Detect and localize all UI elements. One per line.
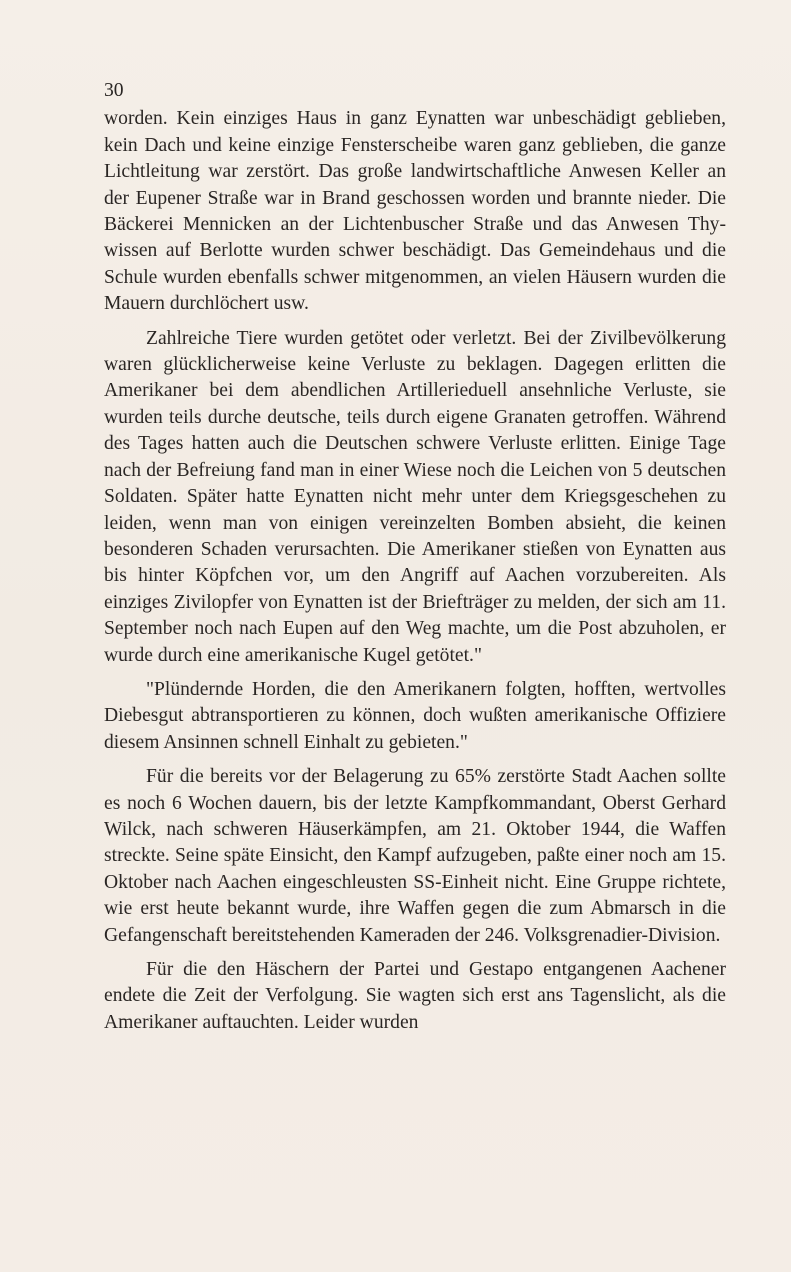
paragraph-5: Für die den Häschern der Partei und Gestapo entgangenen Aachener endete die Zeit der Verfolgung. Sie wagten sich erst ans Tagenslicht, als die Amerikaner auftauchten. Leider wurden: [104, 959, 726, 1033]
paragraph-1: worden. Kein einziges Haus in ganz Eynatten war unbeschädigt geblieben, kein Dach und keine einzige Fensterscheibe waren ganz geblieben, die ganze Lichtleitung war zerstört. Das große landwirtschaftliche Anwesen Keller an der Eupener Straße war in Brand geschossen worden und brannte nieder. Die Bäckerei Mennicken an der Lichtenbuscher Straße und das Anwesen Thywissen auf Berlotte wurden schwer beschädigt. Das Gemeindehaus und die Schule wurden ebenfalls schwer mitgenommen, an vielen Häusern wurden die Mauern durchlöchert usw.: [104, 108, 726, 315]
text-body: [104, 106, 726, 1036]
page-number: 30: [104, 80, 124, 101]
paragraph-3: "Plündernde Horden, die den Amerikanern folgten, hofften, wertvolles Diebesgut abtransportieren zu können, doch wußten amerikanische Offiziere diesem Ansinnen schnell Einhalt zu gebieten.": [104, 678, 726, 753]
paragraph-2: Zahlreiche Tiere wurden getötet oder verletzt. Bei der Zivilbevölkerung waren glücklicherweise keine Verluste zu beklagen. Dagegen erlitten die Amerikaner bei dem abendlichen Artillerieduell ansehnliche Verluste, sie wurden teils durche deutsche, teils durch eigene Granaten getroffen. Während des Tages hatten auch die Deutschen schwere Verluste erlitten. Einige Tage nach der Befreiung fand man in einer Wiese noch die Leichen von 5 deutschen Soldaten. Später hatte Eynatten nicht mehr unter dem Kriegsgeschehen zu leiden, wenn man von einigen vereinzelten Bomben absieht, die keinen besonderen Schaden verursachten. Die Amerikaner stießen von Eynatten aus bis hinter Köpfchen vor, um den Angriff auf Aachen vorzubereiten. Als einziges Zivilopfer von Eynatten ist der Briefträger zu melden, der sich am 11. September noch nach Eupen auf den Weg machte, um die Post abzuholen, er wurde durch eine amerikanische Kugel getötet.": [104, 327, 726, 666]
page-content: [104, 78, 726, 1044]
paragraph-4: Für die bereits vor der Belagerung zu 65% zerstörte Stadt Aachen sollte es noch 6 Wochen dauern, bis der letzte Kampfkommandant, Oberst Gerhard Wilck, nach schweren Häuserkämpfen, am 21. Oktober 1944, die Waffen streckte. Seine späte Einsicht, den Kampf aufzugeben, paßte einer noch am 15. Oktober nach Aachen eingeschleusten SS-Einheit nicht. Eine Gruppe richtete, wie erst heute bekannt wurde, ihre Waffen gegen die zum Abmarsch in die Gefangenschaft bereitstehenden Kameraden der 246. Volksgrenadier-Division.: [104, 766, 726, 946]
